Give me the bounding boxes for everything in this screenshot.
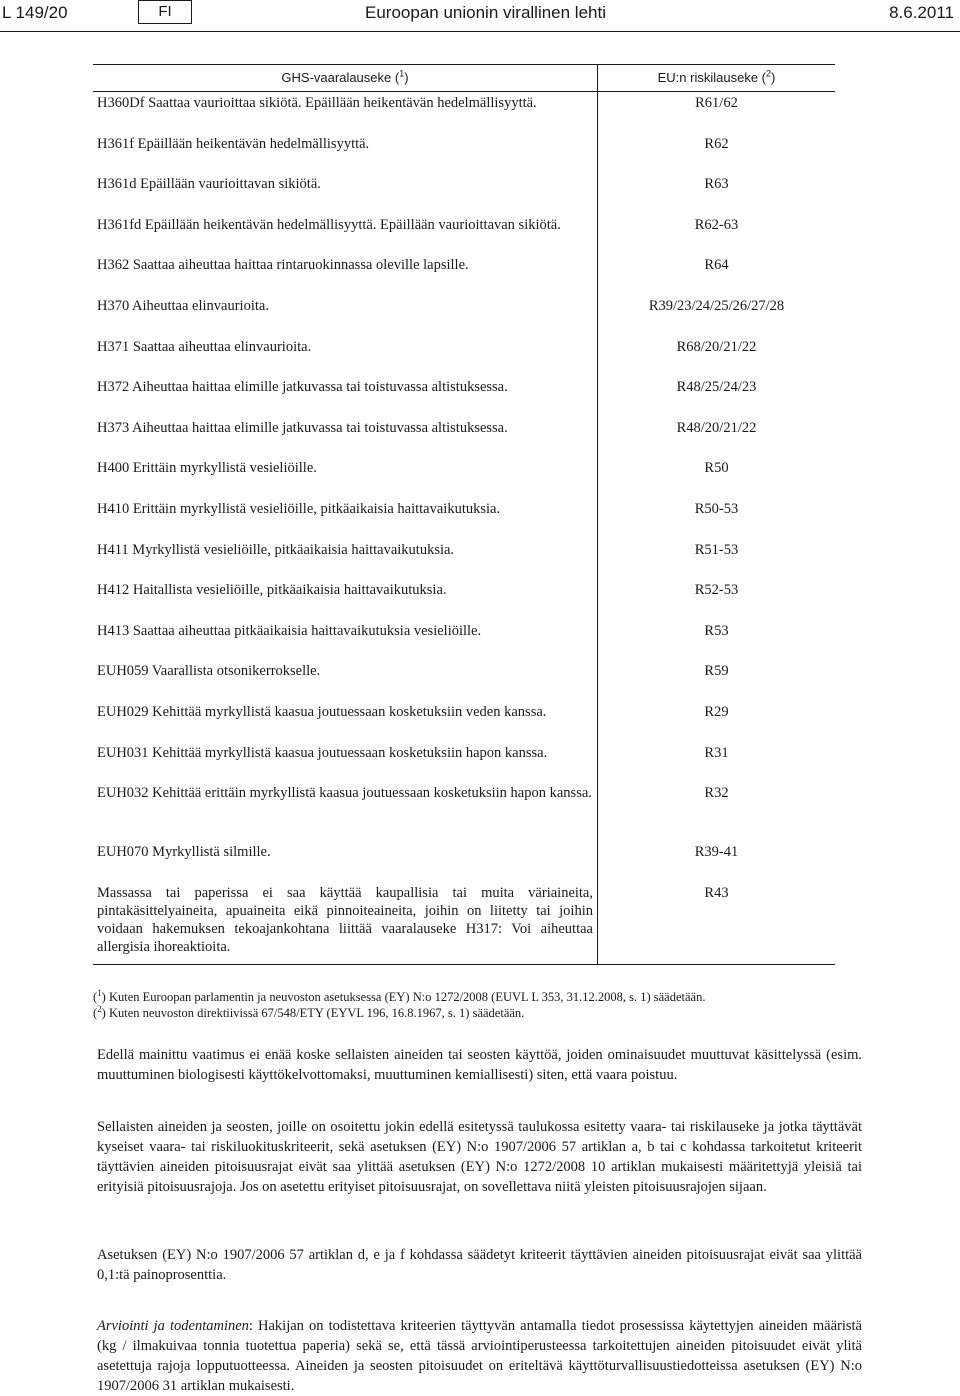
- paragraph-concentration-limits: Sellaisten aineiden ja seosten, joille on osoitettu jokin edellä esitetyssä taulukossa esitetty vaara- tai riskilauseke ja jotka täyttävät kyseiset vaara- tai riskiluokituskriteerit, sekä asetuksen (EY) N:o 1907/2006 57 artiklan a, b tai c kohdassa tarkoitetut kriteerit täyttävien aineiden pitoisuusrajat eivät saa ylittää asetuksen (EY) N:o 1272/2008 10 artiklan mukaisesti määritettyjä yleisiä tai erityisiä pitoisuusrajoja. Jos on asetettu erityiset pitoisuusrajat, on sovellettava niitä yleisten pitoisuusrajojen sijaan.: [97, 1119, 862, 1195]
- publication-date: 8.6.2011: [889, 3, 954, 22]
- ghs-statement-cell: H373 Aiheuttaa haittaa elimille jatkuvassa tai toistuvassa altistuksessa.: [93, 417, 598, 458]
- eu-risk-phrase-cell: R29: [704, 703, 729, 720]
- eu-risk-phrase-cell: R43: [598, 882, 836, 965]
- paragraph-exemption: Edellä mainittu vaatimus ei enää koske sellaisten aineiden tai seosten käyttöä, joiden ominaisuudet muuttuvat käsittelyssä (esim. muuttuminen biologisesti käyttökelvottomaksi, muuttuminen kemiallisesti) siten, että vaara poistuu.: [97, 1047, 862, 1083]
- ghs-statement-cell: EUH059 Vaarallista otsonikerrokselle.: [93, 660, 598, 701]
- language-box: FI: [138, 0, 192, 24]
- table-row: [93, 457, 835, 498]
- eu-risk-phrase-cell: R50: [704, 460, 729, 477]
- footnote-1: ($^1$) Kuten Euroopan parlamentin ja neuvoston asetuksessa (EY) N:o 1272/2008 (EUVL L 353, 31.12.2008, s. 1) säädetään.: [93, 987, 706, 1004]
- journal-title: Euroopan unionin virallinen lehti: [365, 3, 606, 22]
- eu-risk-phrase-cell: R48/20/21/22: [676, 419, 757, 436]
- eu-risk-phrase-cell: R51-53: [694, 541, 739, 558]
- ghs-statement-cell: Massassa tai paperissa ei saa käyttää kaupallisia tai muita väriaineita, pintakäsittelyaineita, apuaineita eikä pinnoiteaineita, joihin on liitetty tai joihin voidaan hakemuksen tekoajankohtana liittää vaaralauseke H317: Voi aiheuttaa allergisia ihoreaktioita.: [93, 882, 598, 965]
- ghs-statement-cell: H372 Aiheuttaa haittaa elimille jatkuvassa tai toistuvassa altistuksessa.: [93, 376, 598, 417]
- table-row: [93, 841, 835, 882]
- ghs-statement-cell: H370 Aiheuttaa elinvaurioita.: [93, 295, 598, 336]
- eu-risk-phrase-cell: R59: [704, 663, 729, 680]
- ghs-statement-cell: H400 Erittäin myrkyllistä vesieliöille.: [93, 457, 598, 498]
- table-row: [93, 254, 835, 295]
- paragraph-svhc-limits: Asetuksen (EY) N:o 1907/2006 57 artiklan d, e ja f kohdassa säädetyt kriteerit täyttävien aineiden pitoisuusrajat eivät saa ylittää 0,1:tä painoprosenttia.: [97, 1247, 862, 1283]
- table-footnotes: [93, 989, 835, 1021]
- table-header-row: [93, 65, 835, 92]
- table-row: [93, 742, 835, 783]
- table-row: [93, 498, 835, 539]
- column-header-eu: EU:n riskilauseke ($^2$): [598, 65, 836, 92]
- table-row: [93, 782, 835, 841]
- ghs-statement-cell: H361f Epäillään heikentävän hedelmällisyyttä.: [93, 133, 598, 174]
- table-row: [93, 579, 835, 620]
- eu-risk-phrase-cell: R63: [704, 176, 729, 193]
- ghs-statement-cell: EUH070 Myrkyllistä silmille.: [93, 841, 598, 882]
- eu-risk-phrase-cell: R31: [704, 744, 729, 761]
- eu-risk-phrase-cell: R68/20/21/22: [676, 338, 757, 355]
- table-row: [93, 701, 835, 742]
- eu-risk-phrase-cell: R39/23/24/25/26/27/28: [648, 297, 785, 314]
- eu-risk-phrase-cell: R48/25/24/23: [676, 379, 757, 396]
- assessment-text: : Hakijan on todistettava kriteerien täyttyvän antamalla tiedot prosessissa käytettyjen aineiden määristä (kg / ilmakuivaa tonnia tuotettua paperia) sekä se, että tässä arviointiperusteessa tarkoitettujen aineiden pitoisuudet eivät ylitä asetettuja rajoja lopputuotteessa. Aineiden ja seosten pitoisuudet on eriteltävä käyttöturvallisuustiedotteissa asetuksen (EY) N:o 1907/2006 31 artiklan mukaisesti.: [97, 1318, 862, 1394]
- ghs-statement-cell: EUH031 Kehittää myrkyllistä kaasua joutuessaan kosketuksiin hapon kanssa.: [93, 742, 598, 783]
- eu-risk-phrase-cell: R53: [704, 622, 729, 639]
- ghs-statement-cell: EUH032 Kehittää erittäin myrkyllistä kaasua joutuessaan kosketuksiin hapon kanssa.: [93, 782, 598, 841]
- table-row: [93, 539, 835, 580]
- table-row: [93, 295, 835, 336]
- ghs-statement-cell: H413 Saattaa aiheuttaa pitkäaikaisia haittavaikutuksia vesieliöille.: [93, 620, 598, 661]
- paragraph-assessment: [97, 1316, 862, 1396]
- header-divider: [0, 31, 960, 32]
- column-header-ghs: GHS-vaaralauseke ($^1$): [93, 65, 598, 92]
- ghs-statement-cell: H411 Myrkyllistä vesieliöille, pitkäaikaisia haittavaikutuksia.: [93, 539, 598, 580]
- ghs-statement-cell: H361fd Epäillään heikentävän hedelmällisyyttä. Epäillään vaurioittavan sikiötä.: [93, 214, 598, 255]
- footnote-2: ($^2$) Kuten neuvoston direktiivissä 67/548/ETY (EYVL 196, 16.8.1967, s. 1) säädetään.: [93, 1003, 525, 1020]
- eu-risk-phrase-cell: R62: [704, 135, 729, 152]
- ghs-statement-cell: H410 Erittäin myrkyllistä vesieliöille, pitkäaikaisia haittavaikutuksia.: [93, 498, 598, 539]
- ghs-statement-cell: EUH029 Kehittää myrkyllistä kaasua joutuessaan kosketuksiin veden kanssa.: [93, 701, 598, 742]
- ghs-statement-cell: H362 Saattaa aiheuttaa haittaa rintaruokinnassa oleville lapsille.: [93, 254, 598, 295]
- page-number: L 149/20: [2, 3, 68, 22]
- page-header: [0, 0, 960, 30]
- eu-risk-phrase-cell: R61/62: [695, 95, 738, 111]
- eu-risk-phrase-cell: R62-63: [694, 216, 739, 233]
- table-row: [93, 660, 835, 701]
- eu-risk-phrase-cell: R32: [704, 785, 729, 802]
- table-row: [93, 376, 835, 417]
- table-row: [93, 882, 835, 965]
- eu-risk-phrase-cell: R50-53: [694, 500, 739, 517]
- table-row: [93, 214, 835, 255]
- eu-risk-phrase-cell: R52-53: [694, 582, 739, 599]
- ghs-statement-cell: H371 Saattaa aiheuttaa elinvaurioita.: [93, 336, 598, 377]
- ghs-statement-cell: H361d Epäillään vaurioittavan sikiötä.: [93, 173, 598, 214]
- ghs-statement-cell: H360Df Saattaa vaurioittaa sikiötä. Epäillään heikentävän hedelmällisyyttä.: [93, 92, 598, 133]
- eu-risk-phrase-cell: R39-41: [694, 844, 739, 861]
- eu-risk-phrase-cell: R64: [704, 257, 729, 274]
- ghs-statement-cell: H412 Haitallista vesieliöille, pitkäaikaisia haittavaikutuksia.: [93, 579, 598, 620]
- table-row: [93, 133, 835, 174]
- table-row: [93, 336, 835, 377]
- hazard-statement-table: [93, 64, 835, 965]
- table-row: [93, 620, 835, 661]
- assessment-label: Arviointi ja todentaminen: [97, 1318, 249, 1334]
- table-row: [93, 92, 835, 133]
- table-row: [93, 417, 835, 458]
- table-row: [93, 173, 835, 214]
